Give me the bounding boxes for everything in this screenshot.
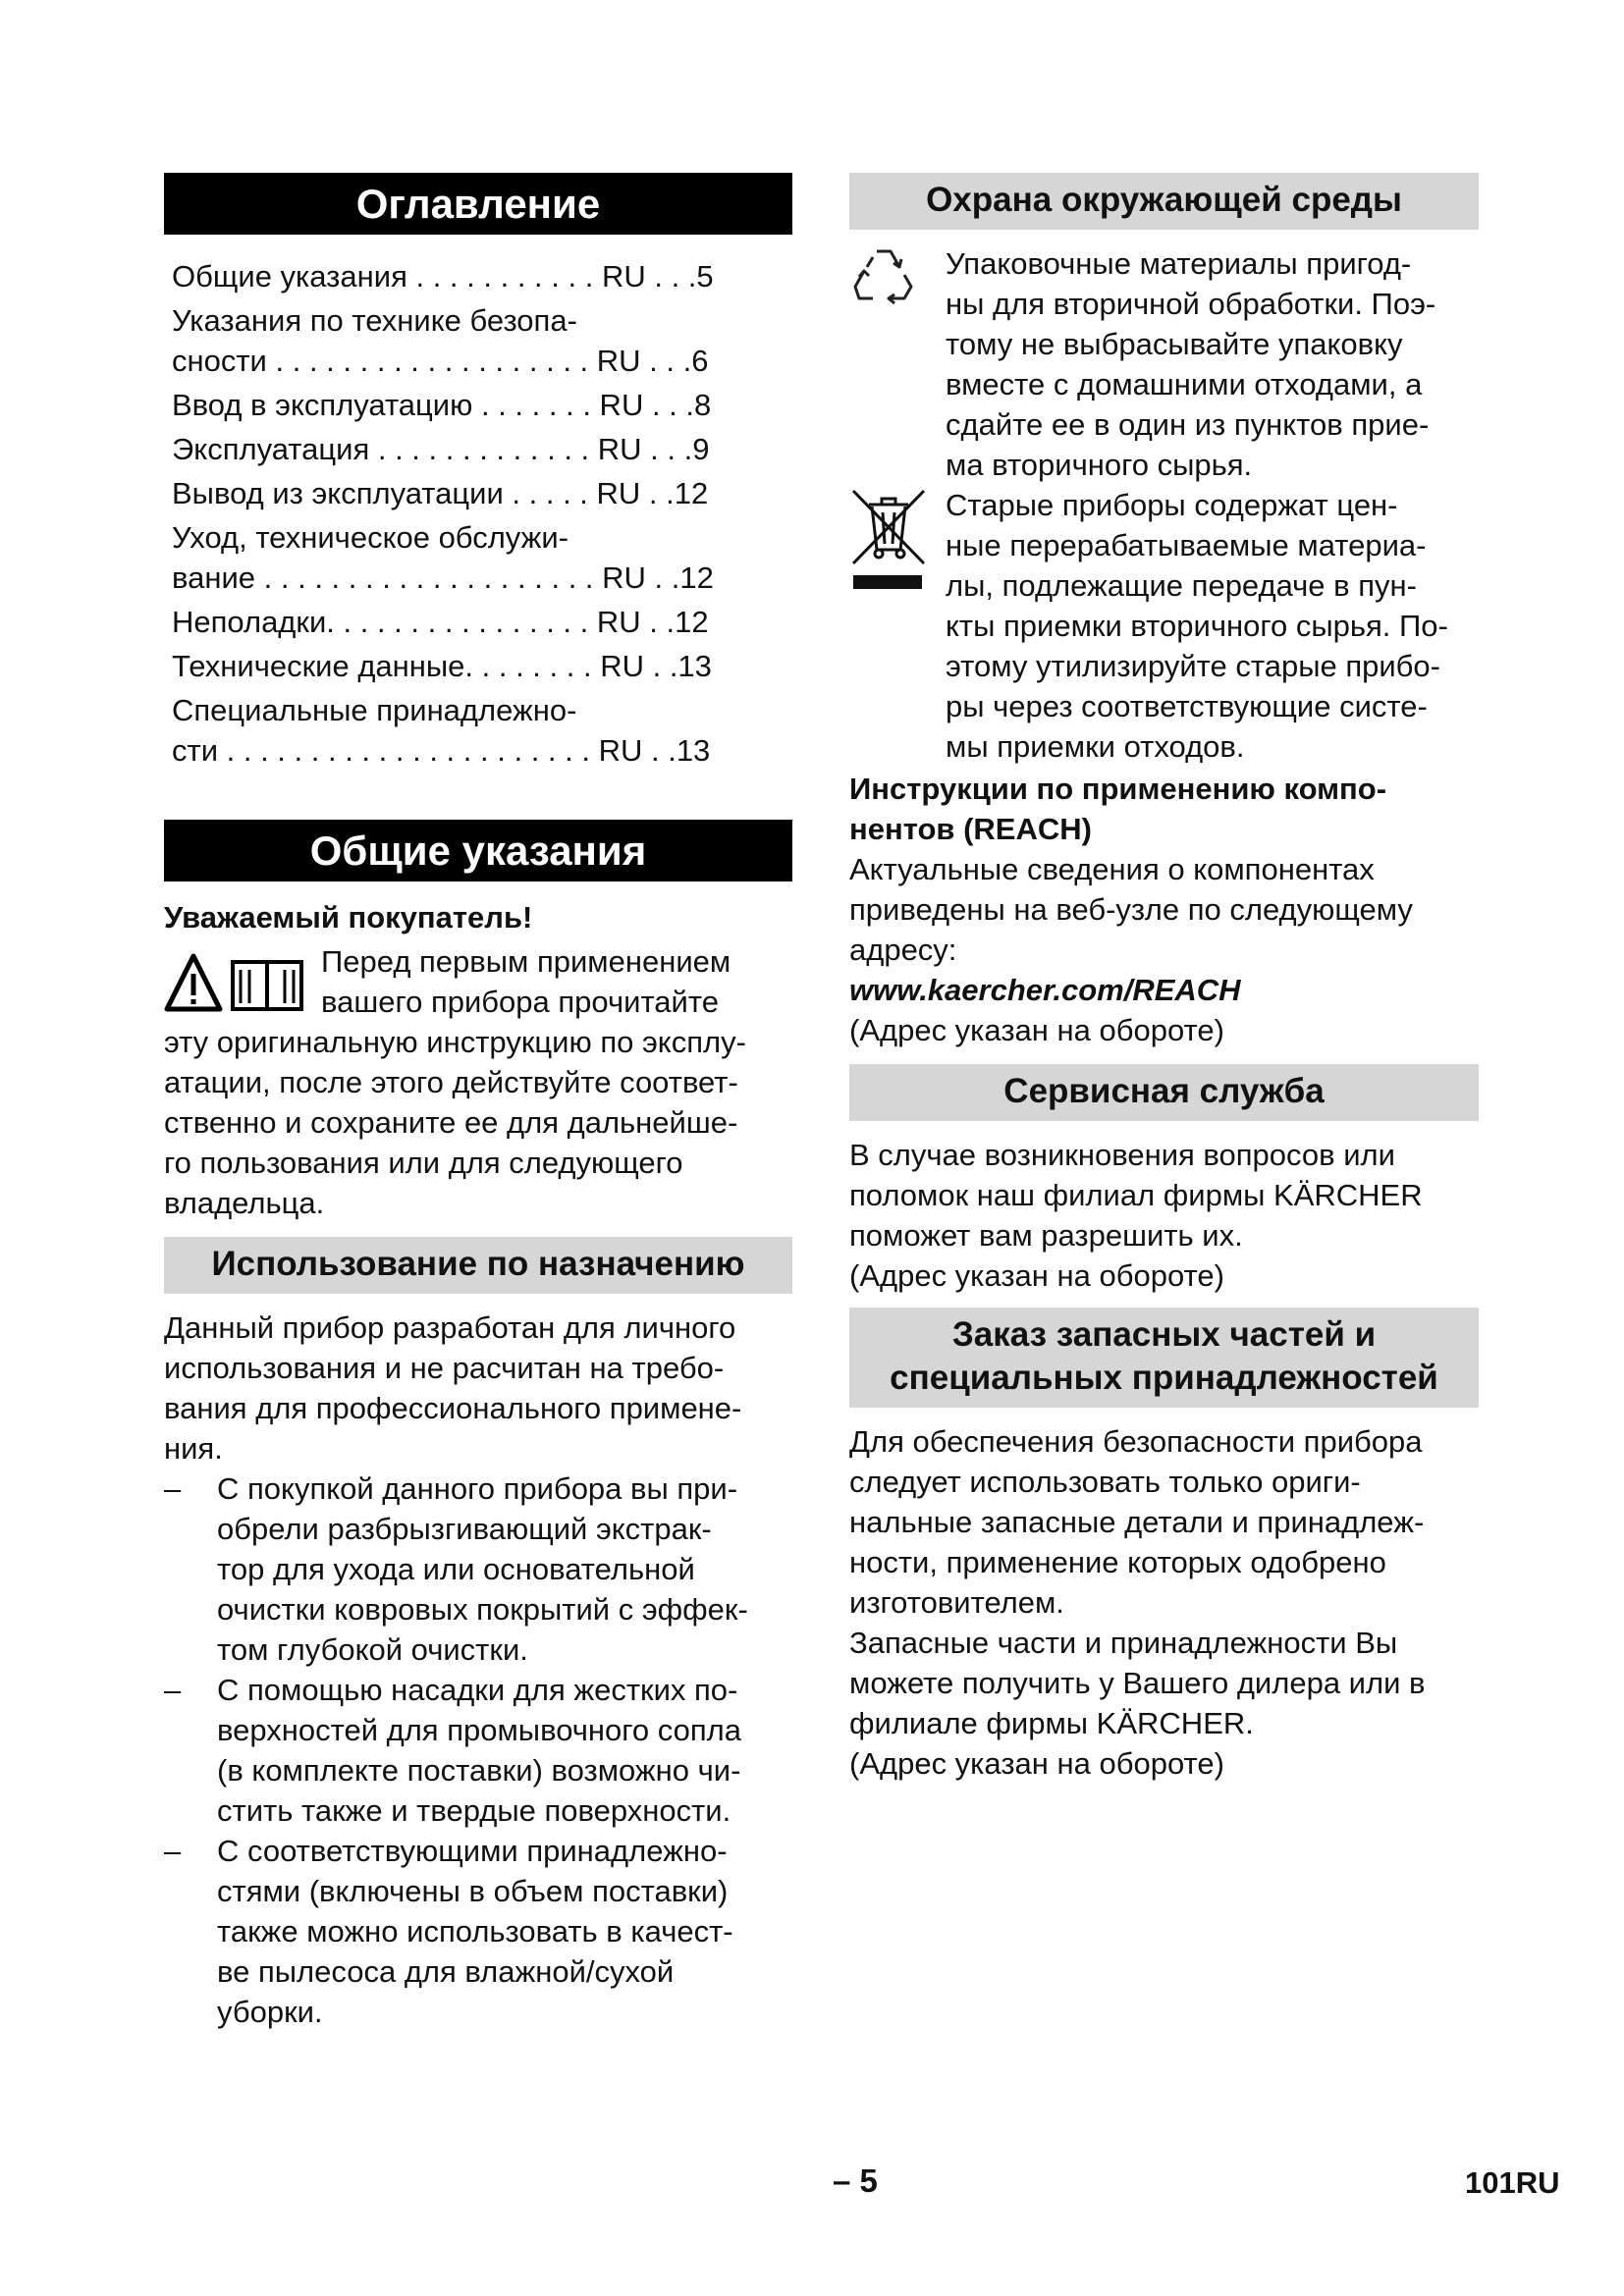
list-item: – С покупкой данного прибора вы при- обрели разбрызгивающий экстрак- тор для ухода или основательной очистки ковровых покрытий с эффек- том глубокой очистки. <box>164 1471 748 1667</box>
toc-entry[interactable]: Неполадки. . . . . . . . . . . . . . . . RU . .12 <box>172 605 709 639</box>
environment-heading: Охрана окружающей среды <box>849 173 1479 230</box>
intro-row <box>164 941 792 1022</box>
page-number: – 5 <box>833 2163 878 2199</box>
service-text: В случае возникновения вопросов или поломок наш филиал фирмы KÄRCHER поможет вам разрешить их. (Адрес указан на обороте) <box>849 1138 1423 1293</box>
toc-entry[interactable]: Эксплуатация . . . . . . . . . . . . . RU . . .9 <box>172 432 710 466</box>
spare-parts-text: Для обеспечения безопасности прибора следует использовать только ориги- нальные запасные детали и принадлеж- ности, применение которых одобрено изготовителем. Запасные части и принадлежности Вы можете получить у Вашего дилера или в филиале фирмы KÄRCHER. (Адрес указан на обороте) <box>849 1424 1426 1781</box>
intended-use-text: Данный прибор разработан для личного использования и не расчитан на требо- вания для профессионального примене- ния. <box>164 1310 742 1466</box>
spare-parts-heading: Заказ запасных частей и специальных принадлежностей <box>849 1308 1479 1408</box>
intended-use-heading: Использование по назначению <box>164 1237 792 1294</box>
toc-entry[interactable]: Специальные принадлежно- сти . . . . . . . . . . . . . . . . . . . . . . RU . .13 <box>172 693 711 768</box>
packaging-row <box>849 243 1479 485</box>
toc-entry[interactable]: Уход, техническое обслужи- вание . . . . . . . . . . . . . . . . . . . . RU . .12 <box>172 520 714 595</box>
list-item: – С соответствующими принадлежно- стями (включены в объем поставки) также можно использовать в качест- ве пылесоса для влажной/сухой уборки. <box>164 1834 733 2029</box>
toc-entry[interactable]: Указания по технике безопа- сности . . . . . . . . . . . . . . . . . . . RU . . .6 <box>172 303 709 378</box>
intro-rest: эту оригинальную инструкцию по эксплу- атации, после этого действуйте соответ- ственно и сохраните ее для дальнейше- го пользования или для следующего владельца. <box>164 1025 746 1220</box>
toc-entry[interactable]: Ввод в эксплуатацию . . . . . . . RU . . .8 <box>172 388 712 422</box>
intro-text: Перед первым применением вашего прибора прочитайте <box>321 944 731 1019</box>
left-column <box>164 173 792 2032</box>
weee-icon-wrap <box>849 485 946 767</box>
warning-book-icon <box>164 952 311 1015</box>
reach-url-link[interactable]: www.kaercher.com/REACH <box>849 973 1241 1007</box>
list-item: – С помощью насадки для жестких по- верхностей для промывочного сопла (в комплекте поставки) возможно чи- стить также и твердые поверхности. <box>164 1673 741 1828</box>
old-devices-text: Старые приборы содержат цен- ные перерабатываемые материа- лы, подлежащие передаче в пун- кты приемки вторичного сырья. По- этому утилизируйте старые прибо- ры через соответствующие систе- мы приемки отходов. <box>946 488 1448 764</box>
page-code: 101RU <box>1465 2165 1560 2200</box>
crossed-bin-icon <box>849 485 928 593</box>
toc-heading: Оглавление <box>164 173 792 235</box>
toc-entry[interactable]: Вывод из эксплуатации . . . . . RU . .12 <box>172 476 709 510</box>
toc-entry[interactable]: Общие указания . . . . . . . . . . . RU . . .5 <box>172 259 714 294</box>
general-heading: Общие указания <box>164 820 792 881</box>
packaging-text: Упаковочные материалы пригод- ны для вторичной обработки. Поэ- тому не выбрасывайте упаковку вместе с домашними отходами, а сдайте ее в один из пунктов прие- ма вторичного сырья. <box>946 246 1436 482</box>
recycle-icon <box>849 243 918 312</box>
greeting: Уважаемый покупатель! <box>164 900 533 934</box>
recycle-icon-wrap <box>849 243 946 485</box>
read-manual-icons <box>164 941 321 1022</box>
table-of-contents <box>172 256 792 771</box>
service-heading: Сервисная служба <box>849 1064 1479 1121</box>
intended-use-list <box>164 1468 792 2032</box>
old-devices-row <box>849 485 1479 767</box>
reach-section: Инструкции по применению компо- нентов (REACH) Актуальные сведения о компонентах приведены на веб-узле по следующему адресу: www.kaercher.com/REACH (Адрес указан на обороте) <box>849 769 1479 1050</box>
toc-entry[interactable]: Технические данные. . . . . . . . RU . .13 <box>172 649 712 683</box>
right-column <box>849 173 1479 1784</box>
